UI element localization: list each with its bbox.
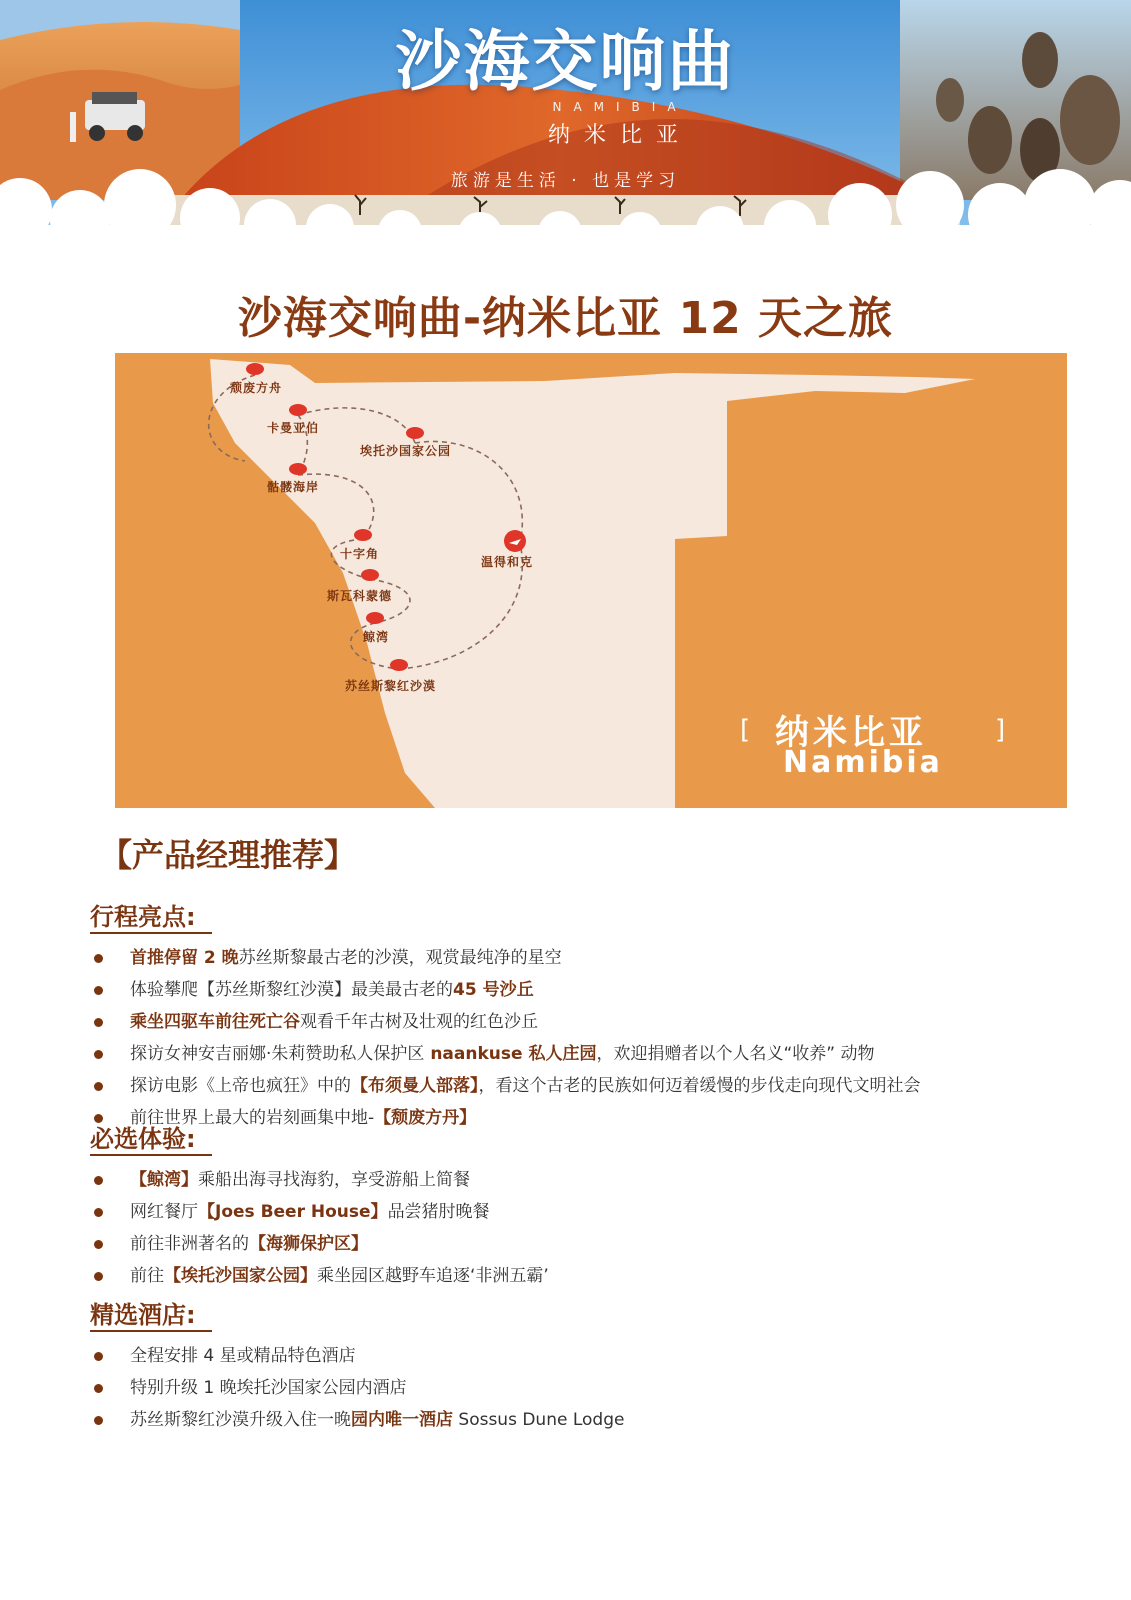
list-item [90, 1006, 1090, 1038]
item-bold: 【鲸湾】 [130, 1170, 198, 1190]
map-point [406, 427, 424, 439]
item-text: Sossus Dune Lodge [453, 1410, 625, 1430]
item-text: 苏丝斯黎红沙漠升级入住一晚 [130, 1410, 351, 1430]
bullet-icon [94, 1208, 103, 1217]
map-brand-cn: 纳米比亚 [775, 713, 927, 753]
map-label-cape-cross: 十字角 [340, 547, 380, 561]
map-point [361, 569, 379, 581]
list-item [90, 942, 1090, 974]
highlights-list [90, 942, 1090, 1134]
list-item [90, 1102, 1090, 1134]
item-bold: 首推停留 2 晚 [130, 948, 239, 968]
item-bold: 【Joes Beer House】 [198, 1202, 388, 1222]
brand-bracket-open: [ [740, 715, 751, 745]
item-bold: 【颓废方丹】 [374, 1108, 477, 1128]
highlights-heading: 行程亮点: [90, 902, 212, 934]
banner-subtitle-en: NAMIBIA [552, 100, 688, 114]
item-text: ，欢迎捐赠者以个人名义“收养” 动物 [596, 1044, 875, 1064]
bullet-icon [94, 1050, 103, 1059]
list-item [90, 1196, 1090, 1228]
list-item [90, 1164, 1090, 1196]
map-label-kamanjab: 卡曼亚伯 [267, 421, 320, 435]
item-text: ，看这个古老的民族如何迈着缓慢的步伐走向现代文明社会 [478, 1076, 921, 1096]
list-item [90, 1070, 1090, 1102]
map-point [354, 529, 372, 541]
bullet-icon [94, 1240, 103, 1249]
item-bold: naankuse 私人庄园 [424, 1044, 597, 1064]
map-label-walvis-bay: 鲸湾 [363, 630, 390, 644]
item-text: 乘坐园区越野车追逐‘非洲五霸’ [317, 1266, 549, 1286]
item-text: 品尝猪肘晚餐 [387, 1202, 490, 1222]
item-text: 苏丝斯黎最古老的沙漠，观赏最纯净的星空 [238, 948, 562, 968]
map-label-twyfelfontein: 颓废方舟 [230, 381, 283, 395]
bullet-icon [94, 1082, 103, 1091]
bullet-icon [94, 1018, 103, 1027]
bullet-icon [94, 1176, 103, 1185]
item-text: 前往世界上最大的岩刻画集中地- [130, 1108, 375, 1128]
list-item [90, 1340, 1090, 1372]
route-map [115, 353, 1067, 808]
map-point [366, 612, 384, 624]
item-text: 乘船出海寻找海豹，享受游船上简餐 [198, 1170, 470, 1190]
map-point [289, 404, 307, 416]
item-text: 前往非洲著名的 [130, 1234, 249, 1254]
item-bold: 园内唯一酒店 [351, 1410, 453, 1430]
item-text: 观看千年古树及壮观的红色沙丘 [300, 1012, 538, 1032]
map-label-etosha: 埃托沙国家公园 [360, 444, 452, 458]
map-brand-en: Namibia [783, 745, 943, 780]
hotels-heading: 精选酒店: [90, 1300, 212, 1332]
list-item [90, 1372, 1090, 1404]
item-text: 前往 [130, 1266, 164, 1286]
item-text: 全程安排 4 星或精品特色酒店 [130, 1346, 356, 1366]
bullet-icon [94, 954, 103, 963]
list-item [90, 1260, 1090, 1292]
item-bold: 乘坐四驱车前往死亡谷 [130, 1012, 300, 1032]
experiences-list [90, 1164, 1090, 1292]
map-point [289, 463, 307, 475]
item-text: 探访女神安吉丽娜·朱莉赞助私人保护区 [130, 1044, 425, 1064]
map-label-sossusvlei: 苏丝斯黎红沙漠 [345, 679, 437, 693]
bullet-icon [94, 1352, 103, 1361]
item-text: 特别升级 1 晚埃托沙国家公园内酒店 [130, 1378, 407, 1398]
experiences-heading: 必选体验: [90, 1124, 212, 1156]
item-text: 探访电影《上帝也疯狂》中的 [130, 1076, 351, 1096]
map-label-skeleton-coast: 骷髅海岸 [267, 480, 320, 494]
map-label-swakopmund: 斯瓦科蒙德 [327, 589, 393, 603]
brand-bracket-close: ] [995, 715, 1006, 745]
map-label-windhoek: 温得和克 [481, 555, 534, 569]
recommend-heading: 【产品经理推荐】 [100, 836, 357, 874]
bullet-icon [94, 1384, 103, 1393]
bullet-icon [94, 1114, 103, 1123]
item-bold: 【布须曼人部落】 [351, 1076, 479, 1096]
bullet-icon [94, 986, 103, 995]
list-item [90, 1038, 1090, 1070]
hotels-list [90, 1340, 1090, 1436]
item-bold: 【海狮保护区】 [249, 1234, 368, 1254]
banner-subtitle-cn: 纳米比亚 [547, 123, 692, 148]
page-title: 沙海交响曲-纳米比亚 12 天之旅 [237, 293, 894, 344]
banner-title: 沙海交响曲 [395, 22, 736, 100]
item-bold: 【埃托沙国家公园】 [164, 1266, 317, 1286]
bullet-icon [94, 1272, 103, 1281]
item-text: 网红餐厅 [130, 1202, 198, 1222]
map-point [390, 659, 408, 671]
bullet-icon [94, 1416, 103, 1425]
banner-slogan: 旅游是生活 · 也是学习 [450, 171, 681, 191]
list-item [90, 1404, 1090, 1436]
header-banner [0, 0, 1131, 255]
item-text: 体验攀爬【苏丝斯黎红沙漠】最美最古老的 [130, 980, 453, 1000]
item-bold: 45 号沙丘 [453, 980, 534, 1000]
list-item [90, 1228, 1090, 1260]
list-item [90, 974, 1090, 1006]
map-point [246, 363, 264, 375]
